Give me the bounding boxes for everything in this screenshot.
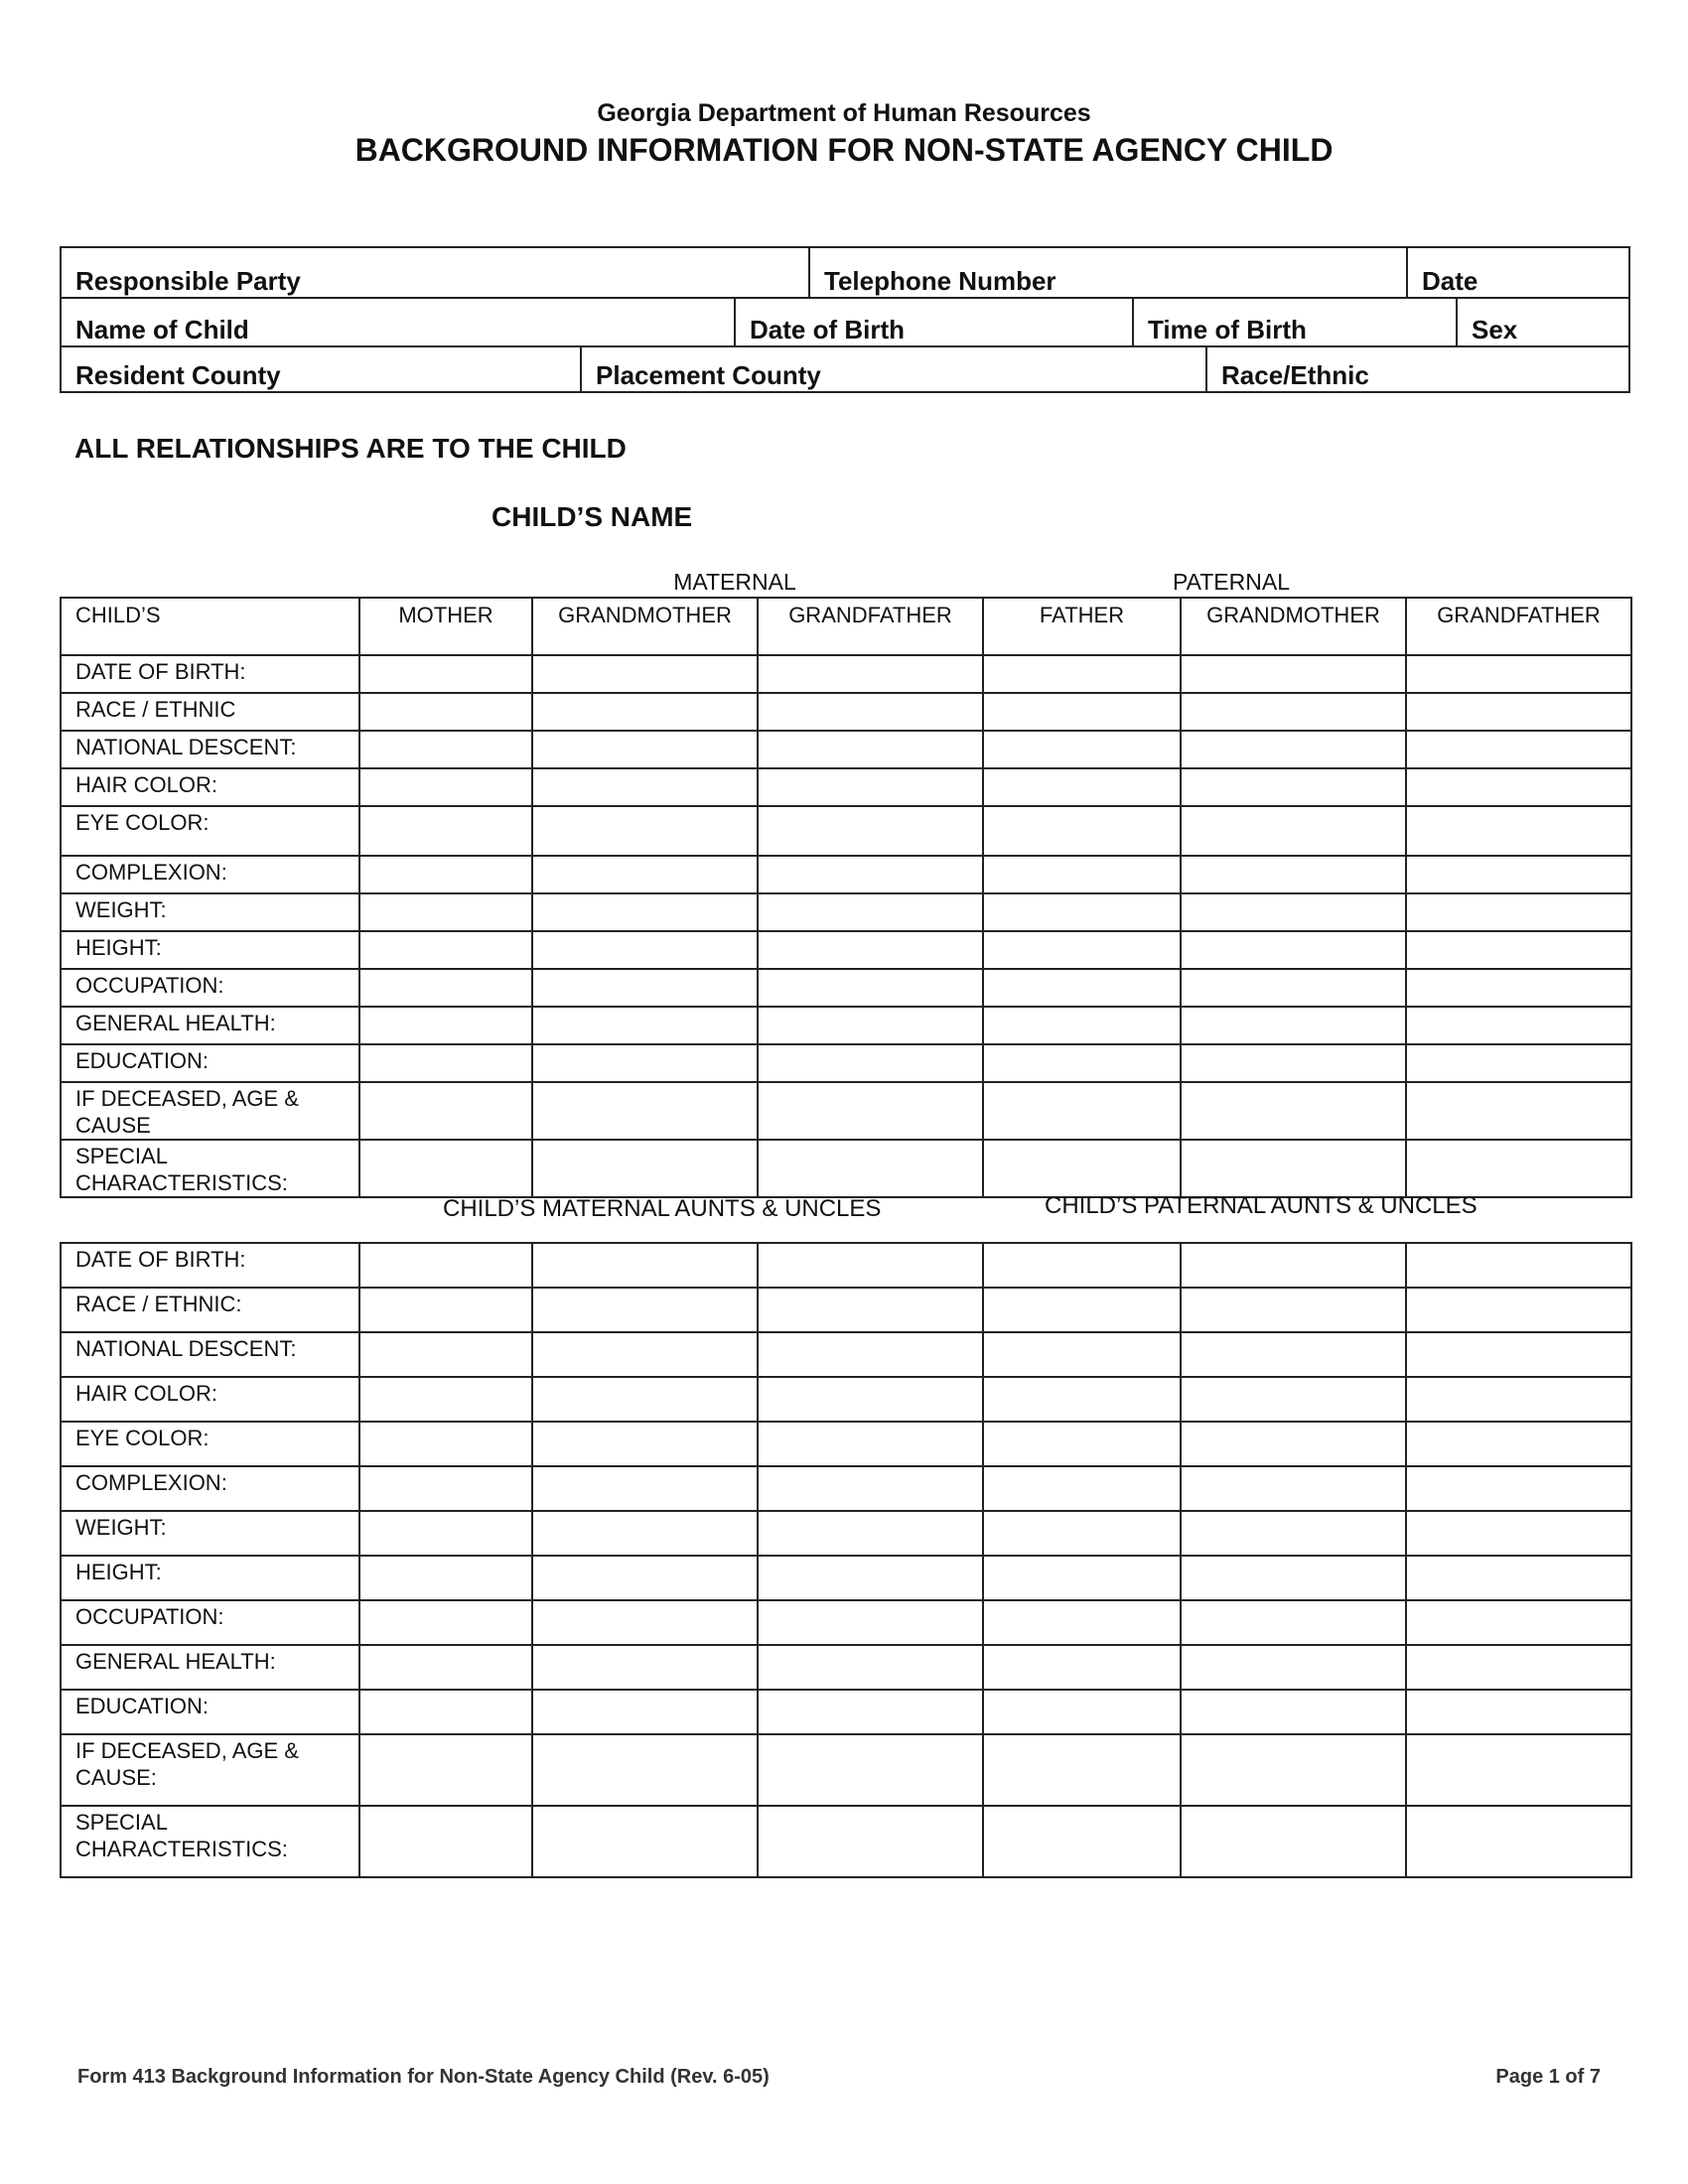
input-cell[interactable] (1181, 655, 1406, 693)
input-cell[interactable] (532, 693, 758, 731)
input-cell[interactable] (359, 1288, 532, 1332)
input-cell[interactable] (1406, 1645, 1631, 1690)
input-cell[interactable] (532, 768, 758, 806)
table-row (61, 1332, 1631, 1377)
info-row-2 (62, 297, 1628, 347)
input-cell[interactable] (758, 856, 983, 893)
input-cell[interactable] (1406, 1556, 1631, 1600)
column-header: GRANDFATHER (758, 598, 983, 655)
input-cell[interactable] (1406, 856, 1631, 893)
table-row (61, 1082, 1631, 1140)
input-cell[interactable] (532, 1007, 758, 1044)
input-cell[interactable] (1181, 1645, 1406, 1690)
input-cell[interactable] (983, 1466, 1181, 1511)
input-cell[interactable] (532, 1600, 758, 1645)
input-cell[interactable] (983, 731, 1181, 768)
info-row-1 (62, 248, 1628, 299)
responsible-party-label: Responsible Party (75, 266, 301, 296)
row-label: EYE COLOR: (61, 1422, 359, 1466)
input-cell[interactable] (1406, 1140, 1631, 1197)
input-cell[interactable] (532, 1243, 758, 1288)
placement-county-label: Placement County (596, 360, 821, 390)
input-cell[interactable] (1181, 1690, 1406, 1734)
date-of-birth-label: Date of Birth (750, 315, 905, 344)
input-cell[interactable] (1181, 1082, 1406, 1140)
input-cell[interactable] (359, 693, 532, 731)
row-label: HAIR COLOR: (61, 1377, 359, 1422)
relationships-heading: ALL RELATIONSHIPS ARE TO THE CHILD (74, 433, 627, 464)
date-label: Date (1422, 266, 1478, 296)
input-cell[interactable] (983, 1511, 1181, 1556)
input-cell[interactable] (359, 1734, 532, 1806)
input-cell[interactable] (532, 1422, 758, 1466)
row-label: RACE / ETHNIC: (61, 1288, 359, 1332)
input-cell[interactable] (1406, 1422, 1631, 1466)
input-cell[interactable] (758, 768, 983, 806)
table-row (61, 1734, 1631, 1806)
input-cell[interactable] (983, 1422, 1181, 1466)
input-cell[interactable] (1406, 1007, 1631, 1044)
input-cell[interactable] (532, 1806, 758, 1877)
placement-county-field[interactable] (580, 345, 1205, 391)
table-row (61, 1044, 1631, 1082)
input-cell[interactable] (758, 1377, 983, 1422)
table-header-row (61, 598, 1631, 655)
sex-label: Sex (1472, 315, 1518, 344)
table-row (61, 768, 1631, 806)
input-cell[interactable] (532, 1556, 758, 1600)
input-cell[interactable] (359, 1806, 532, 1877)
input-cell[interactable] (758, 1288, 983, 1332)
family-table (60, 597, 1632, 1198)
row-label: NATIONAL DESCENT: (61, 731, 359, 768)
row-label: IF DECEASED, AGE & CAUSE (61, 1082, 359, 1140)
input-cell[interactable] (1181, 1140, 1406, 1197)
input-cell[interactable] (1181, 1007, 1406, 1044)
input-cell[interactable] (532, 1466, 758, 1511)
input-cell[interactable] (983, 856, 1181, 893)
input-cell[interactable] (758, 806, 983, 856)
table-row (61, 1007, 1631, 1044)
time-of-birth-field[interactable] (1132, 297, 1456, 345)
input-cell[interactable] (983, 1082, 1181, 1140)
input-cell[interactable] (1181, 1243, 1406, 1288)
input-cell[interactable] (983, 1243, 1181, 1288)
input-cell[interactable] (1181, 1556, 1406, 1600)
paternal-aunts-uncles-heading: CHILD’S PATERNAL AUNTS & UNCLES (1045, 1192, 1477, 1219)
row-label: HEIGHT: (61, 1556, 359, 1600)
input-cell[interactable] (1406, 1466, 1631, 1511)
input-cell[interactable] (1406, 1690, 1631, 1734)
table-row (61, 856, 1631, 893)
input-cell[interactable] (983, 1556, 1181, 1600)
input-cell[interactable] (532, 731, 758, 768)
input-cell[interactable] (359, 1140, 532, 1197)
input-cell[interactable] (1406, 1600, 1631, 1645)
input-cell[interactable] (983, 969, 1181, 1007)
input-cell[interactable] (532, 806, 758, 856)
input-cell[interactable] (983, 931, 1181, 969)
input-cell[interactable] (758, 1243, 983, 1288)
input-cell[interactable] (983, 1690, 1181, 1734)
input-cell[interactable] (532, 1377, 758, 1422)
input-cell[interactable] (983, 806, 1181, 856)
table-row (61, 1243, 1631, 1288)
row-label: WEIGHT: (61, 1511, 359, 1556)
input-cell[interactable] (359, 1377, 532, 1422)
input-cell[interactable] (1181, 856, 1406, 893)
input-cell[interactable] (758, 1645, 983, 1690)
input-cell[interactable] (758, 969, 983, 1007)
maternal-aunts-uncles-heading: CHILD’S MATERNAL AUNTS & UNCLES (443, 1195, 882, 1222)
input-cell[interactable] (532, 1140, 758, 1197)
table-row (61, 1140, 1631, 1197)
table-row (61, 1511, 1631, 1556)
date-of-birth-field[interactable] (734, 297, 1132, 345)
input-cell[interactable] (532, 1645, 758, 1690)
date-field[interactable] (1406, 248, 1628, 297)
input-cell[interactable] (1406, 893, 1631, 931)
input-cell[interactable] (359, 1243, 532, 1288)
organization-name: Georgia Department of Human Resources (597, 99, 1091, 127)
table-row (61, 655, 1631, 693)
input-cell[interactable] (359, 1556, 532, 1600)
childs-name-label: CHILD’S NAME (492, 501, 693, 532)
row-label: OCCUPATION: (61, 1600, 359, 1645)
input-cell[interactable] (532, 1288, 758, 1332)
row-label: DATE OF BIRTH: (61, 1243, 359, 1288)
column-header: FATHER (983, 598, 1181, 655)
column-header: GRANDMOTHER (532, 598, 758, 655)
input-cell[interactable] (758, 1690, 983, 1734)
input-cell[interactable] (359, 655, 532, 693)
input-cell[interactable] (1181, 693, 1406, 731)
input-cell[interactable] (1406, 1806, 1631, 1877)
input-cell[interactable] (532, 1044, 758, 1082)
form-footer-name: Form 413 Background Information for Non-State Agency Child (Rev. 6-05) (77, 2066, 770, 2088)
input-cell[interactable] (758, 1140, 983, 1197)
resident-county-field[interactable] (62, 345, 580, 391)
row-label: IF DECEASED, AGE & CAUSE: (61, 1734, 359, 1806)
input-cell[interactable] (983, 1377, 1181, 1422)
input-cell[interactable] (1181, 1511, 1406, 1556)
input-cell[interactable] (1406, 1243, 1631, 1288)
input-cell[interactable] (758, 731, 983, 768)
row-label: DATE OF BIRTH: (61, 655, 359, 693)
input-cell[interactable] (532, 1332, 758, 1377)
input-cell[interactable] (1406, 1288, 1631, 1332)
input-cell[interactable] (758, 1806, 983, 1877)
page-number: Page 1 of 7 (1495, 2066, 1601, 2088)
input-cell[interactable] (532, 1690, 758, 1734)
row-label: WEIGHT: (61, 893, 359, 931)
input-cell[interactable] (1406, 1511, 1631, 1556)
input-cell[interactable] (359, 731, 532, 768)
name-of-child-field[interactable] (62, 297, 734, 345)
paternal-group-label: PATERNAL (1172, 569, 1290, 595)
input-cell[interactable] (983, 1734, 1181, 1806)
input-cell[interactable] (983, 1332, 1181, 1377)
input-cell[interactable] (758, 1734, 983, 1806)
input-cell[interactable] (1181, 1044, 1406, 1082)
table-row (61, 893, 1631, 931)
table-row (61, 1806, 1631, 1877)
input-cell[interactable] (532, 893, 758, 931)
input-cell[interactable] (359, 1332, 532, 1377)
input-cell[interactable] (983, 893, 1181, 931)
input-cell[interactable] (359, 1645, 532, 1690)
row-label: COMPLEXION: (61, 1466, 359, 1511)
telephone-number-field[interactable] (808, 248, 1406, 297)
form-title: BACKGROUND INFORMATION FOR NON-STATE AGENCY CHILD (354, 132, 1334, 168)
input-cell[interactable] (1181, 806, 1406, 856)
input-cell[interactable] (1181, 1422, 1406, 1466)
column-header: MOTHER (359, 598, 532, 655)
row-label: COMPLEXION: (61, 856, 359, 893)
input-cell[interactable] (758, 931, 983, 969)
input-cell[interactable] (532, 655, 758, 693)
table-row (61, 731, 1631, 768)
input-cell[interactable] (1181, 893, 1406, 931)
input-cell[interactable] (1181, 731, 1406, 768)
input-cell[interactable] (758, 693, 983, 731)
row-label: GENERAL HEALTH: (61, 1007, 359, 1044)
input-cell[interactable] (359, 893, 532, 931)
input-cell[interactable] (532, 1511, 758, 1556)
telephone-number-label: Telephone Number (824, 266, 1056, 296)
input-cell[interactable] (1181, 1288, 1406, 1332)
input-cell[interactable] (758, 893, 983, 931)
input-cell[interactable] (758, 1600, 983, 1645)
table-row (61, 1556, 1631, 1600)
input-cell[interactable] (359, 1007, 532, 1044)
input-cell[interactable] (532, 1082, 758, 1140)
input-cell[interactable] (1181, 1377, 1406, 1422)
race-ethnic-label: Race/Ethnic (1221, 360, 1369, 390)
race-ethnic-field[interactable] (1205, 345, 1628, 391)
input-cell[interactable] (1406, 806, 1631, 856)
input-cell[interactable] (1181, 768, 1406, 806)
table-row (61, 1690, 1631, 1734)
column-header: CHILD’S (61, 598, 359, 655)
table-row (61, 693, 1631, 731)
input-cell[interactable] (1181, 1332, 1406, 1377)
table-row (61, 1288, 1631, 1332)
table-row (61, 931, 1631, 969)
row-label: RACE / ETHNIC (61, 693, 359, 731)
input-cell[interactable] (1181, 1466, 1406, 1511)
table-row (61, 1466, 1631, 1511)
time-of-birth-label: Time of Birth (1148, 315, 1307, 344)
input-cell[interactable] (1181, 969, 1406, 1007)
input-cell[interactable] (758, 1007, 983, 1044)
input-cell[interactable] (758, 1422, 983, 1466)
input-cell[interactable] (359, 931, 532, 969)
table-row (61, 1377, 1631, 1422)
input-cell[interactable] (1406, 1377, 1631, 1422)
row-label: SPECIAL CHARACTERISTICS: (61, 1140, 359, 1197)
row-label: OCCUPATION: (61, 969, 359, 1007)
table-row (61, 969, 1631, 1007)
input-cell[interactable] (359, 1511, 532, 1556)
input-cell[interactable] (359, 1082, 532, 1140)
input-cell[interactable] (1406, 931, 1631, 969)
table-row (61, 1600, 1631, 1645)
input-cell[interactable] (983, 1806, 1181, 1877)
info-row-3 (62, 345, 1628, 391)
input-cell[interactable] (359, 1600, 532, 1645)
input-cell[interactable] (983, 1645, 1181, 1690)
input-cell[interactable] (758, 1556, 983, 1600)
input-cell[interactable] (983, 693, 1181, 731)
input-cell[interactable] (359, 1044, 532, 1082)
input-cell[interactable] (983, 1044, 1181, 1082)
input-cell[interactable] (359, 1422, 532, 1466)
input-cell[interactable] (983, 1288, 1181, 1332)
input-cell[interactable] (758, 1511, 983, 1556)
input-cell[interactable] (532, 1734, 758, 1806)
input-cell[interactable] (1406, 1332, 1631, 1377)
column-header: GRANDMOTHER (1181, 598, 1406, 655)
sex-field[interactable] (1456, 297, 1628, 345)
input-cell[interactable] (758, 1044, 983, 1082)
input-cell[interactable] (359, 1466, 532, 1511)
input-cell[interactable] (1406, 969, 1631, 1007)
input-cell[interactable] (532, 931, 758, 969)
row-label: EDUCATION: (61, 1044, 359, 1082)
table-row (61, 806, 1631, 856)
row-label: NATIONAL DESCENT: (61, 1332, 359, 1377)
input-cell[interactable] (359, 1690, 532, 1734)
name-of-child-label: Name of Child (75, 315, 249, 344)
input-cell[interactable] (983, 1600, 1181, 1645)
input-cell[interactable] (532, 969, 758, 1007)
input-cell[interactable] (758, 1466, 983, 1511)
input-cell[interactable] (983, 1140, 1181, 1197)
input-cell[interactable] (1181, 931, 1406, 969)
input-cell[interactable] (758, 1332, 983, 1377)
row-label: EDUCATION: (61, 1690, 359, 1734)
input-cell[interactable] (983, 1007, 1181, 1044)
input-cell[interactable] (359, 969, 532, 1007)
input-cell[interactable] (983, 655, 1181, 693)
row-label: SPECIAL CHARACTERISTICS: (61, 1806, 359, 1877)
input-cell[interactable] (1406, 731, 1631, 768)
resident-county-label: Resident County (75, 360, 281, 390)
row-label: EYE COLOR: (61, 806, 359, 856)
row-label: GENERAL HEALTH: (61, 1645, 359, 1690)
input-cell[interactable] (532, 856, 758, 893)
input-cell[interactable] (1406, 693, 1631, 731)
input-cell[interactable] (1406, 655, 1631, 693)
input-cell[interactable] (1181, 1734, 1406, 1806)
column-header: GRANDFATHER (1406, 598, 1631, 655)
table-row (61, 1645, 1631, 1690)
input-cell[interactable] (1406, 768, 1631, 806)
input-cell[interactable] (758, 655, 983, 693)
table-row (61, 1422, 1631, 1466)
input-cell[interactable] (1181, 1600, 1406, 1645)
input-cell[interactable] (1181, 1806, 1406, 1877)
input-cell[interactable] (359, 768, 532, 806)
row-label: HAIR COLOR: (61, 768, 359, 806)
input-cell[interactable] (1406, 1082, 1631, 1140)
row-label: HEIGHT: (61, 931, 359, 969)
input-cell[interactable] (1406, 1734, 1631, 1806)
input-cell[interactable] (359, 806, 532, 856)
input-cell[interactable] (983, 768, 1181, 806)
input-cell[interactable] (758, 1082, 983, 1140)
input-cell[interactable] (1406, 1044, 1631, 1082)
input-cell[interactable] (359, 856, 532, 893)
maternal-group-label: MATERNAL (673, 569, 796, 595)
responsible-party-field[interactable] (62, 248, 808, 297)
aunts-uncles-table (60, 1242, 1632, 1878)
info-box (60, 246, 1630, 393)
